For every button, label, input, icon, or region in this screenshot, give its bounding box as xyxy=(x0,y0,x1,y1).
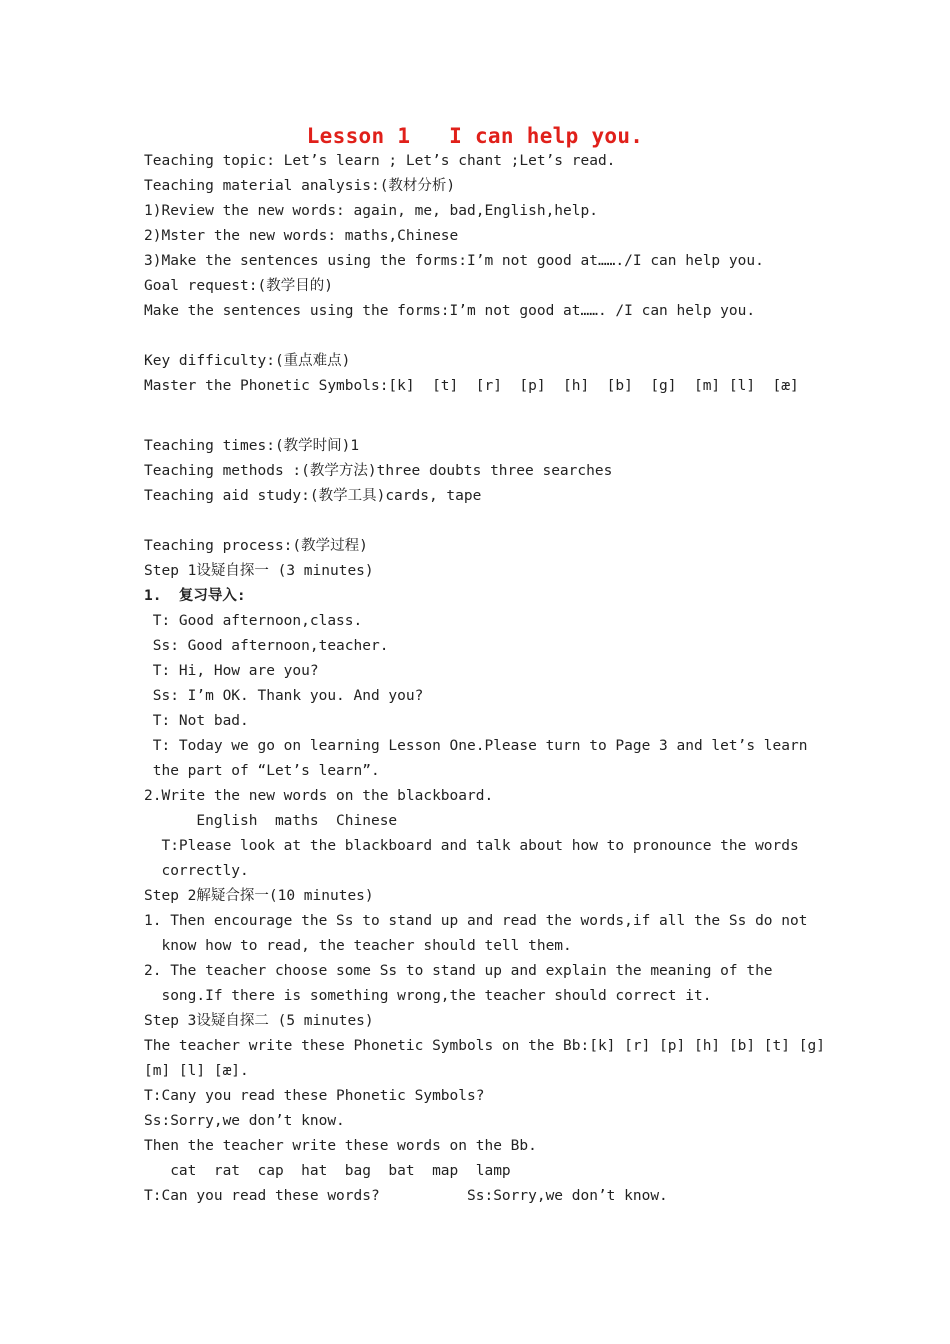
teaching-aid: Teaching aid study:(教学工具)cards, tape xyxy=(144,488,482,504)
instruction-line: correctly. xyxy=(144,863,249,879)
step-2-item-2: 2. The teacher choose some Ss to stand up and explain the meaning of the xyxy=(144,963,773,979)
teaching-topic: Teaching topic: Let’s learn ; Let’s chant ;Let’s read. xyxy=(144,153,616,169)
key-difficulty-text: Master the Phonetic Symbols:[k] [t] [r] [p] [h] [b] [g] [m] [l] [æ] xyxy=(144,378,799,394)
dialogue-line: T: Not bad. xyxy=(144,713,249,729)
key-difficulty-heading: Key difficulty:(重点难点) xyxy=(144,353,351,369)
dialogue-line: the part of “Let’s learn”. xyxy=(144,763,380,779)
step-1-item-2: 2.Write the new words on the blackboard. xyxy=(144,788,494,804)
step-3-heading: Step 3设疑自探二 (5 minutes) xyxy=(144,1013,374,1029)
dialogue-line: Ss: I’m OK. Thank you. And you? xyxy=(144,688,424,704)
word-list: cat rat cap hat bag bat map lamp xyxy=(144,1163,511,1179)
dialogue-line: T: Hi, How are you? xyxy=(144,663,319,679)
instruction-line: T:Please look at the blackboard and talk about how to pronounce the words xyxy=(144,838,799,854)
goal-request-text: Make the sentences using the forms:I’m not good at……. /I can help you. xyxy=(144,303,756,319)
step-2-item-2-cont: song.If there is something wrong,the teacher should correct it. xyxy=(144,988,712,1004)
dialogue-line: T:Can you read these words? Ss:Sorry,we don’t know. xyxy=(144,1188,668,1204)
material-item-2: 2)Mster the new words: maths,Chinese xyxy=(144,228,459,244)
step-1-heading: Step 1设疑自探一 (3 minutes) xyxy=(144,563,374,579)
material-analysis-heading: Teaching material analysis:(教材分析) xyxy=(144,178,456,194)
dialogue-line: T:Cany you read these Phonetic Symbols? xyxy=(144,1088,485,1104)
goal-request-heading: Goal request:(教学目的) xyxy=(144,278,333,294)
dialogue-line: T: Good afternoon,class. xyxy=(144,613,363,629)
teaching-times: Teaching times:(教学时间)1 xyxy=(144,438,360,454)
dialogue-line: Ss:Sorry,we don’t know. xyxy=(144,1113,345,1129)
dialogue-line: T: Today we go on learning Lesson One.Please turn to Page 3 and let’s learn xyxy=(144,738,808,754)
material-item-3: 3)Make the sentences using the forms:I’m not good at……./I can help you. xyxy=(144,253,764,269)
teaching-process-heading: Teaching process:(教学过程) xyxy=(144,538,368,554)
step-2-item-1: 1. Then encourage the Ss to stand up and read the words,if all the Ss do not xyxy=(144,913,808,929)
step-3-words-intro: Then the teacher write these words on the Bb. xyxy=(144,1138,537,1154)
lesson-title: Lesson 1 I can help you. xyxy=(306,124,644,148)
step-3-text-cont: [m] [l] [æ]. xyxy=(144,1063,249,1079)
step-3-text: The teacher write these Phonetic Symbols on the Bb:[k] [r] [p] [h] [b] [t] [g] xyxy=(144,1038,825,1054)
new-words-line: English maths Chinese xyxy=(144,813,398,829)
material-item-1: 1)Review the new words: again, me, bad,English,help. xyxy=(144,203,598,219)
step-2-item-1-cont: know how to read, the teacher should tell them. xyxy=(144,938,572,954)
dialogue-line: Ss: Good afternoon,teacher. xyxy=(144,638,389,654)
teaching-methods: Teaching methods :(教学方法)three doubts three searches xyxy=(144,463,613,479)
review-intro-heading: 1. 复习导入: xyxy=(144,588,246,604)
step-2-heading: Step 2解疑合探一(10 minutes) xyxy=(144,888,374,904)
